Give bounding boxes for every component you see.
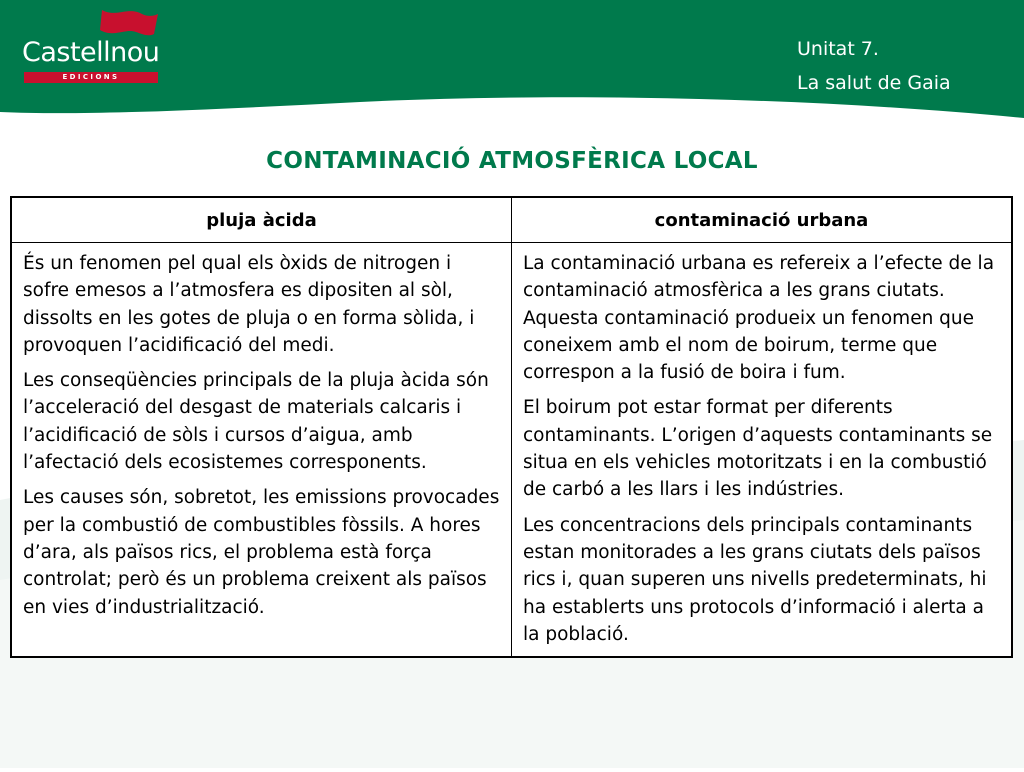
column-header-pluja-acida: pluja àcida: [11, 197, 512, 243]
flag-icon: [96, 8, 160, 38]
content-table: [10, 196, 1013, 658]
column-header-contaminacio-urbana: contaminació urbana: [512, 197, 1013, 243]
table-header-row: [11, 197, 1012, 243]
cell-pluja-acida: [11, 243, 512, 658]
unit-block: [797, 32, 951, 100]
paragraph: És un fenomen pel qual els òxids de nitrogen i sofre emesos a l’atmosfera es dipositen al sòl, dissolts en les gotes de pluja o en forma sòlida, i provoquen l’acidificació del medi.: [23, 253, 475, 356]
table-row: [11, 243, 1012, 658]
paragraph: Les concentracions dels principals contaminants estan monitorades a les grans ciutats dels països rics i, quan superen uns nivells predeterminats, hi ha establerts uns protocols d’informació i alerta a la població.: [523, 514, 987, 645]
unit-number: Unitat 7.: [797, 38, 879, 60]
unit-title: La salut de Gaia: [797, 72, 951, 94]
paragraph: Les causes són, sobretot, les emissions provocades per la combustió de combustibles fòssils. A hores d’ara, als països rics, el problema està força controlat; però és un problema creixent als països en vies d’industrialització.: [23, 487, 500, 618]
paragraph: El boirum pot estar format per diferents contaminants. L’origen d’aquests contaminants se situa en els vehicles motoritzats i en la combustió de carbó a les llars i les indústries.: [523, 397, 993, 501]
cell-contaminacio-urbana: [512, 243, 1013, 658]
logo-wordmark: Castellnou: [22, 37, 160, 68]
logo-tagline: EDICIONS: [24, 72, 158, 83]
castellnou-logo: [22, 8, 162, 80]
page-title: CONTAMINACIÓ ATMOSFÈRICA LOCAL: [266, 148, 758, 174]
paragraph: La contaminació urbana es refereix a l’efecte de la contaminació atmosfèrica a les grans ciutats. Aquesta contaminació produeix un fenomen que coneixem amb el nom de boirum, terme que correspon a la fusió de boira i fum.: [523, 253, 995, 384]
paragraph: Les conseqüències principals de la pluja àcida són l’acceleració del desgast de materials calcaris i l’acidificació de sòls i cursos d’aigua, amb l’afectació dels ecosistemes corresponents.: [23, 370, 489, 474]
